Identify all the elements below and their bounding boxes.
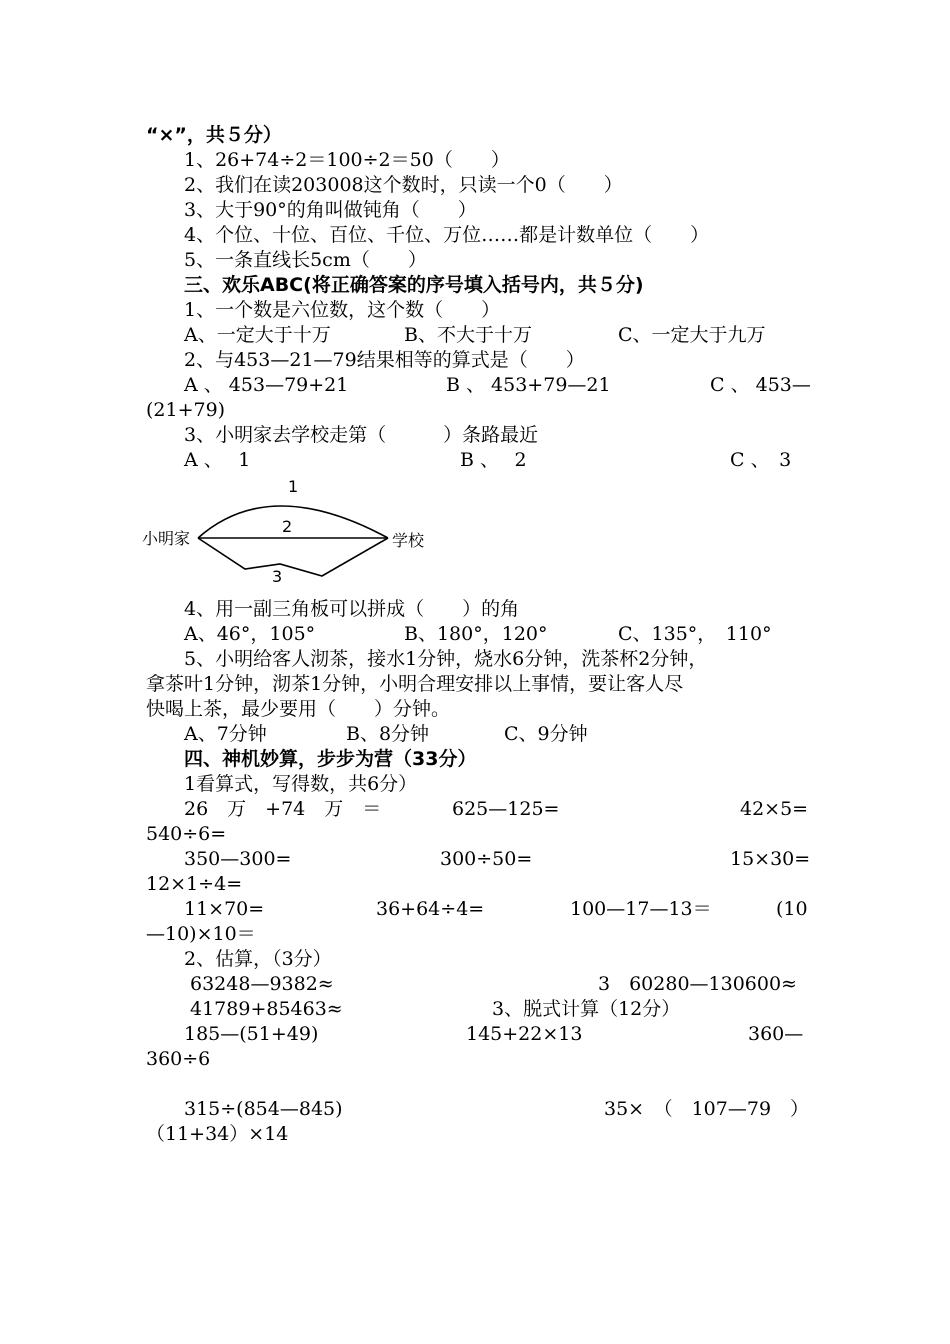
section-4-heading-line xyxy=(0,747,950,772)
choice-q1-options xyxy=(0,323,950,348)
estimate-2: 3 60280—130600≈ xyxy=(598,973,797,995)
school-label: 学校 xyxy=(392,531,425,550)
choice-q1-text: 1、一个数是六位数，这个数（ ） xyxy=(184,299,501,321)
choice-q4-option-b: B、180°，120° xyxy=(404,623,548,645)
stepwise-5: 35× （ 107—79 ） xyxy=(604,1098,810,1120)
choice-q5-option-b: B、8分钟 xyxy=(346,723,430,745)
choice-q5-text-1: 5、小明给客人沏茶，接水1分钟，烧水6分钟，洗茶杯2分钟， xyxy=(184,648,708,670)
choice-q4-option-a: A、46°，105° xyxy=(184,623,316,645)
mental-math-row-3b xyxy=(0,922,950,947)
choice-q3-line xyxy=(0,423,950,448)
stepwise-1: 185—(51+49) xyxy=(184,1023,319,1045)
mental-math-3: 42×5= xyxy=(740,798,809,820)
choice-q2-option-c-cont-line xyxy=(0,398,950,423)
choice-q4-line xyxy=(0,597,950,622)
stepwise-3: 360— xyxy=(748,1023,804,1045)
judge-item-4: 4、个位、十位、百位、千位、万位……都是计数单位（ ） xyxy=(184,224,710,246)
choice-q1-option-b: B、不大于十万 xyxy=(404,324,532,346)
choice-q3-option-b: B 、 2 xyxy=(460,449,527,471)
section-3-heading: 三、欢乐ABC(将正确答案的序号填入括号内，共５分) xyxy=(184,274,644,296)
choice-q3-option-c: C 、 3 xyxy=(730,449,792,471)
section-4-heading: 四、神机妙算，步步为营（33分） xyxy=(184,748,477,770)
choice-q4-text: 4、用一副三角板可以拼成（ ）的角 xyxy=(184,598,520,620)
judge-item-5-line xyxy=(0,248,950,273)
mental-math-11: 100—17—13＝ xyxy=(570,898,712,920)
mental-math-12-cont: —10)×10＝ xyxy=(146,923,256,945)
route-1-label: 1 xyxy=(288,477,299,496)
choice-q5-text-3: 快喝上茶，最少要用（ ）分钟。 xyxy=(146,698,451,720)
choice-q1-option-c: C、一定大于九万 xyxy=(618,324,766,346)
choice-q5-option-a: A、7分钟 xyxy=(184,723,267,745)
judge-item-3-line xyxy=(0,198,950,223)
route-diagram xyxy=(140,474,440,589)
home-label: 小明家 xyxy=(142,529,191,548)
choice-q5-line-1 xyxy=(0,647,950,672)
stepwise-row-2b xyxy=(0,1122,950,1147)
estimate-row-1 xyxy=(0,972,950,997)
mental-math-4: 540÷6= xyxy=(146,823,227,845)
stepwise-3-cont: 360÷6 xyxy=(146,1048,211,1070)
choice-q4-options xyxy=(0,622,950,647)
mental-math-6: 300÷50= xyxy=(440,848,533,870)
judge-item-4-line xyxy=(0,223,950,248)
estimate-1: 63248—9382≈ xyxy=(190,973,334,995)
choice-q5-line-3 xyxy=(0,697,950,722)
mental-math-5: 350—300= xyxy=(184,848,292,870)
choice-q5-options xyxy=(0,722,950,747)
judge-item-2-line xyxy=(0,173,950,198)
choice-q3-option-a: A 、 1 xyxy=(184,449,251,471)
choice-q2-option-c: C 、 453— xyxy=(710,374,811,396)
judge-item-2: 2、我们在读203008这个数时，只读一个0（ ） xyxy=(184,174,623,196)
mental-math-row-1b xyxy=(0,822,950,847)
stepwise-4: 315÷(854—845) xyxy=(184,1098,343,1120)
choice-q5-text-2: 拿茶叶1分钟，沏茶1分钟，小明合理安排以上事情，要让客人尽 xyxy=(146,673,684,695)
mental-math-row-1 xyxy=(0,797,950,822)
judge-item-1: 1、26+74÷2＝100÷2＝50（ ） xyxy=(184,149,510,171)
estimate-row-2 xyxy=(0,997,950,1022)
mental-math-2: 625—125= xyxy=(452,798,560,820)
part-2-title-line xyxy=(0,947,950,972)
choice-q2-options xyxy=(0,373,950,398)
choice-q5-option-c: C、9分钟 xyxy=(504,723,588,745)
choice-q2-text: 2、与453—21—79结果相等的算式是（ ） xyxy=(184,349,585,371)
stepwise-2: 145+22×13 xyxy=(466,1023,583,1045)
stepwise-6: （11+34）×14 xyxy=(146,1123,289,1145)
section-3-heading-line xyxy=(0,273,950,298)
part-1-title: 1看算式，写得数，共6分） xyxy=(184,773,418,795)
choice-q2-option-a: A 、 453—79+21 xyxy=(184,374,349,396)
part-2-title: 2、估算，（3分） xyxy=(184,948,332,970)
mental-math-10: 36+64÷4= xyxy=(376,898,485,920)
judge-item-5: 5、一条直线长5cm（ ） xyxy=(184,249,427,271)
choice-q2-line xyxy=(0,348,950,373)
stepwise-row-1b xyxy=(0,1047,950,1072)
mental-math-row-2b xyxy=(0,872,950,897)
estimate-3: 41789+85463≈ xyxy=(190,998,343,1020)
mental-math-12: (10 xyxy=(776,898,808,920)
choice-q2-option-c-cont: (21+79) xyxy=(146,399,226,421)
route-1-path xyxy=(198,506,388,538)
choice-q1-option-a: A、一定大于十万 xyxy=(184,324,331,346)
choice-q2-option-b: B 、 453+79—21 xyxy=(446,374,611,396)
stepwise-row-2 xyxy=(0,1097,950,1122)
choice-q3-options xyxy=(0,448,950,473)
part-1-title-line xyxy=(0,772,950,797)
mental-math-9: 11×70= xyxy=(184,898,265,920)
mental-math-row-3 xyxy=(0,897,950,922)
mental-math-row-2 xyxy=(0,847,950,872)
mental-math-7: 15×30= xyxy=(730,848,811,870)
part-3-title: 3、脱式计算（12分） xyxy=(492,998,681,1020)
judge-item-1-line xyxy=(0,148,950,173)
route-3-label: 3 xyxy=(272,567,283,586)
choice-q3-text: 3、小明家去学校走第（ ）条路最近 xyxy=(184,424,539,446)
mental-math-8: 12×1÷4= xyxy=(146,873,243,895)
section-2-heading-line xyxy=(0,123,950,148)
route-2-label: 2 xyxy=(282,517,293,536)
choice-q1-line xyxy=(0,298,950,323)
route-3-path xyxy=(198,538,388,576)
judge-item-3: 3、大于90°的角叫做钝角（ ） xyxy=(184,199,477,221)
mental-math-1: 26 万 +74 万 ＝ xyxy=(184,798,382,820)
choice-q5-line-2 xyxy=(0,672,950,697)
stepwise-row-1 xyxy=(0,1022,950,1047)
choice-q4-option-c: C、135°， 110° xyxy=(618,623,772,645)
section-2-heading: “×”，共５分） xyxy=(146,124,282,146)
